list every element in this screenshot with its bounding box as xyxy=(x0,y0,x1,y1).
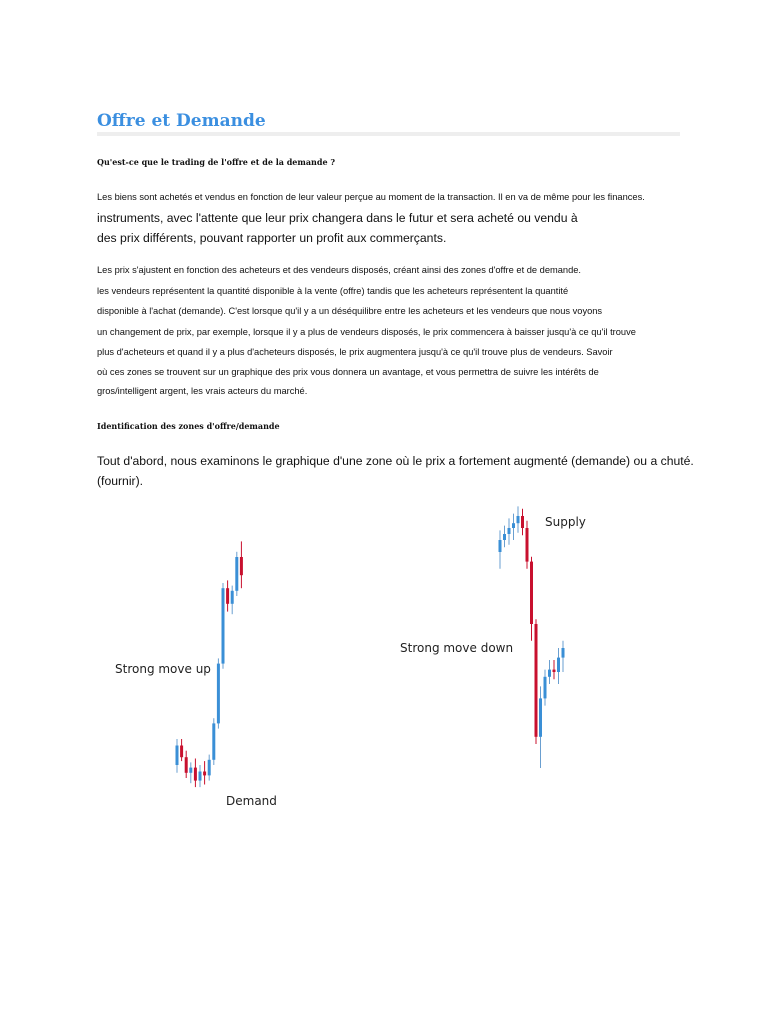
bullish-candle xyxy=(557,658,560,672)
section-heading: Identification des zones d'offre/demande xyxy=(97,421,280,431)
bullish-candle xyxy=(212,723,215,759)
bearish-candle xyxy=(521,516,524,528)
bullish-candle xyxy=(503,534,506,540)
paragraph-line: Les prix s'ajustent en fonction des acheteurs et des vendeurs disposés, créant ainsi des zones d'offre et de demande. xyxy=(97,265,582,275)
bearish-candle xyxy=(553,670,556,672)
bullish-candle xyxy=(548,670,551,677)
bullish-candle xyxy=(208,760,211,776)
paragraph-line: les vendeurs représentent la quantité disponible à la vente (offre) tandis que les acheteurs représentent la quantité xyxy=(97,286,569,296)
bullish-candle xyxy=(235,557,238,591)
zone-label: Demand xyxy=(226,794,277,808)
paragraph-line: gros/intelligent argent, les vrais acteurs du marché. xyxy=(97,386,308,396)
move-label: Strong move up xyxy=(115,662,211,676)
bullish-candle xyxy=(512,523,515,528)
section-text-line: (fournir). xyxy=(97,474,144,488)
bullish-candle xyxy=(222,588,225,663)
bearish-candle xyxy=(526,528,529,562)
bullish-candle xyxy=(517,516,520,523)
bearish-candle xyxy=(530,562,533,624)
bullish-candle xyxy=(189,768,192,773)
bullish-candle xyxy=(199,772,202,781)
bullish-candle xyxy=(231,591,234,604)
paragraph-line: plus d'acheteurs et quand il y a plus d'acheteurs disposés, le prix augmentera jusqu'à ce qu'il trouve plus de vendeurs. Savoir xyxy=(97,347,613,357)
candles-group xyxy=(499,506,565,768)
section-question: Qu'est-ce que le trading de l'offre et de la demande ? xyxy=(97,157,336,167)
bearish-candle xyxy=(240,557,243,575)
page-title: Offre et Demande xyxy=(97,111,266,131)
bearish-candle xyxy=(535,624,538,737)
bullish-candle xyxy=(539,698,542,736)
paragraph-line: un changement de prix, par exemple, lorsque il y a plus de vendeurs disposés, le prix commencera à baisser jusqu'à ce qu'il trouve xyxy=(97,327,636,337)
intro-large-line: des prix différents, pouvant rapporter un profit aux commerçants. xyxy=(97,231,447,245)
zone-label: Supply xyxy=(545,515,586,529)
bullish-candle xyxy=(508,528,511,534)
bullish-candle xyxy=(176,746,179,766)
paragraph-line: où ces zones se trouvent sur un graphique des prix vous donnera un avantage, et vous permettra de suivre les intérêts de xyxy=(97,367,599,377)
title-divider xyxy=(97,132,680,136)
bearish-candle xyxy=(226,588,229,604)
bearish-candle xyxy=(180,746,183,758)
supply-chart xyxy=(395,500,615,840)
bullish-candle xyxy=(562,648,565,658)
bullish-candle xyxy=(544,677,547,699)
paragraph-line: disponible à l'achat (demande). C'est lorsque qu'il y a un déséquilibre entre les acheteurs et les vendeurs que nous voyons xyxy=(97,306,603,316)
bearish-candle xyxy=(185,757,188,773)
section-text-line: Tout d'abord, nous examinons le graphique d'une zone où le prix a fortement augmenté (demande) ou a chuté. xyxy=(97,454,694,468)
bullish-candle xyxy=(217,664,220,724)
intro-small: Les biens sont achetés et vendus en fonction de leur valeur perçue au moment de la transaction. Il en va de même pour les finances. xyxy=(97,192,645,202)
intro-large-line: instruments, avec l'attente que leur prix changera dans le futur et sera acheté ou vendu à xyxy=(97,211,578,225)
move-label: Strong move down xyxy=(400,641,514,655)
bearish-candle xyxy=(203,772,206,776)
demand-chart xyxy=(100,500,300,840)
bullish-candle xyxy=(499,540,502,552)
bearish-candle xyxy=(194,768,197,781)
